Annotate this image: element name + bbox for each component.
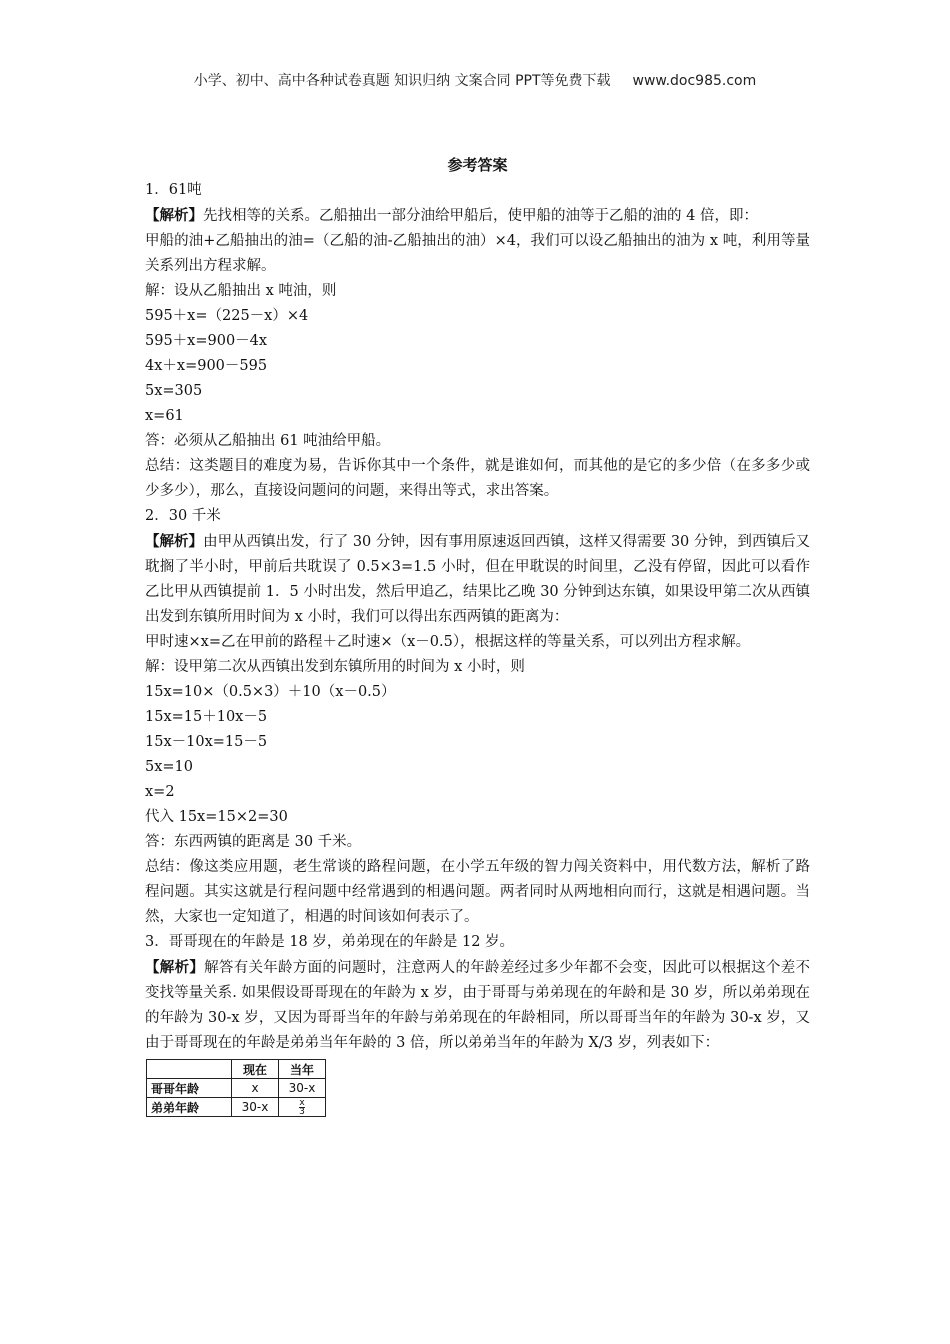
header-text: 小学、初中、高中各种试卷真题 知识归纳 文案合同 PPT等免费下载	[193, 73, 611, 89]
q1-relation: 甲船的油+乙船抽出的油=（乙船的油-乙船抽出的油）×4，我们可以设乙船抽出的油为 x 吨，利用等量关系列出方程求解。	[145, 233, 810, 274]
cell-brother-now: x	[232, 1079, 279, 1098]
q1-analysis-text: 先找相等的关系。乙船抽出一部分油给甲船后，使甲船的油等于乙船的油的 4 倍，即：	[203, 208, 758, 224]
table-header-row	[147, 1060, 326, 1079]
header-url[interactable]: www.doc985.com	[632, 73, 757, 89]
q2-step: 15x－10x=15－5	[145, 734, 268, 750]
q2-step: 代入 15x=15×2=30	[145, 809, 288, 825]
fraction-denominator: 3	[299, 1106, 305, 1117]
table-row	[147, 1079, 326, 1098]
age-table	[146, 1059, 326, 1117]
q1-summary: 总结：这类题目的难度为易，告诉你其中一个条件，就是谁如何，而其他的是它的多少倍（在多多少或少多少），那么，直接设问题问的问题，来得出等式，求出答案。	[145, 458, 810, 499]
q1-analysis	[145, 203, 810, 229]
q2-analysis	[145, 529, 810, 630]
row-label-brother: 哥哥年龄	[147, 1079, 232, 1098]
table-row	[147, 1098, 326, 1117]
q2-answer: 2．30 千米	[145, 508, 221, 524]
q2-summary: 总结：像这类应用题，老生常谈的路程问题，在小学五年级的智力闯关资料中，用代数方法，解析了路程问题。其实这就是行程问题中经常遇到的相遇问题。两者同时从两地相向而行，这就是相遇问题。当然，大家也一定知道了，相遇的时间该如何表示了。	[145, 859, 810, 925]
table-corner-cell	[147, 1060, 232, 1079]
q2-step: 解：设甲第二次从西镇出发到东镇所用的时间为 x 小时，则	[145, 659, 525, 675]
q1-answer: 1．61吨	[145, 182, 202, 198]
q1-step: 595＋x=900－4x	[145, 333, 268, 349]
q2-step: 5x=10	[145, 759, 194, 775]
q3-answer: 3．哥哥现在的年龄是 18 岁，弟弟现在的年龄是 12 岁。	[145, 934, 515, 950]
document-body	[145, 153, 810, 1117]
page-header	[0, 70, 950, 90]
q3-analysis-tag: 【解析】	[145, 959, 205, 976]
q3-analysis-text: 解答有关年龄方面的问题时，注意两人的年龄差经过多少年都不会变，因此可以根据这个差不变找等量关系. 如果假设哥哥现在的年龄为 x 岁，由于哥哥与弟弟现在的年龄和是 30 岁，所以弟弟现在的年龄为 30-x 岁，又因为哥哥当年的年龄与弟弟现在的年龄相同，所以哥哥当年的年龄为 30-x 岁，又由于哥哥现在的年龄是弟弟当年年龄的 3 倍，所以弟弟当年的年龄为 X/3 岁，列表如下：	[145, 960, 811, 1051]
column-header-then: 当年	[279, 1060, 326, 1079]
q2-step: x=2	[145, 784, 175, 800]
fraction	[299, 1099, 305, 1116]
q1-step: x=61	[145, 408, 184, 424]
q2-step: 15x=10×（0.5×3）＋10（x－0.5）	[145, 684, 396, 700]
q1-step: 4x＋x=900－595	[145, 358, 268, 374]
page-title: 参考答案	[447, 156, 508, 174]
q2-step: 答：东西两镇的距离是 30 千米。	[145, 834, 362, 850]
q1-step: 5x=305	[145, 383, 203, 399]
fraction-numerator: x	[299, 1097, 305, 1108]
cell-brother-then: 30-x	[279, 1079, 326, 1098]
cell-younger-then	[279, 1098, 326, 1117]
column-header-now: 现在	[232, 1060, 279, 1079]
q1-step: 答：必须从乙船抽出 61 吨油给甲船。	[145, 433, 391, 449]
q2-analysis-tag: 【解析】	[145, 533, 204, 550]
row-label-younger-brother: 弟弟年龄	[147, 1098, 232, 1117]
q2-analysis-text: 由甲从西镇出发，行了 30 分钟，因有事用原速返回西镇，这样又得需要 30 分钟，到西镇后又耽搁了半小时，甲前后共耽误了 0.5×3=1.5 小时，但在甲耽误的时间里，乙没有停留，因此可以看作乙比甲从西镇提前 1．5 小时出发，然后甲追乙，结果比乙晚 30 分钟到达东镇，如果设甲第二次从西镇出发到东镇所用时间为 x 小时，我们可以得出东西两镇的距离为：	[145, 534, 810, 625]
q2-relation: 甲时速×x=乙在甲前的路程＋乙时速×（x－0.5），根据这样的等量关系，可以列出方程求解。	[145, 634, 751, 650]
cell-younger-now: 30-x	[232, 1098, 279, 1117]
q1-analysis-tag: 【解析】	[145, 207, 203, 224]
q3-analysis	[145, 955, 810, 1056]
q2-step: 15x=15＋10x－5	[145, 709, 268, 725]
q1-step: 595＋x=（225－x）×4	[145, 308, 309, 324]
q1-step: 解：设从乙船抽出 x 吨油，则	[145, 283, 337, 299]
